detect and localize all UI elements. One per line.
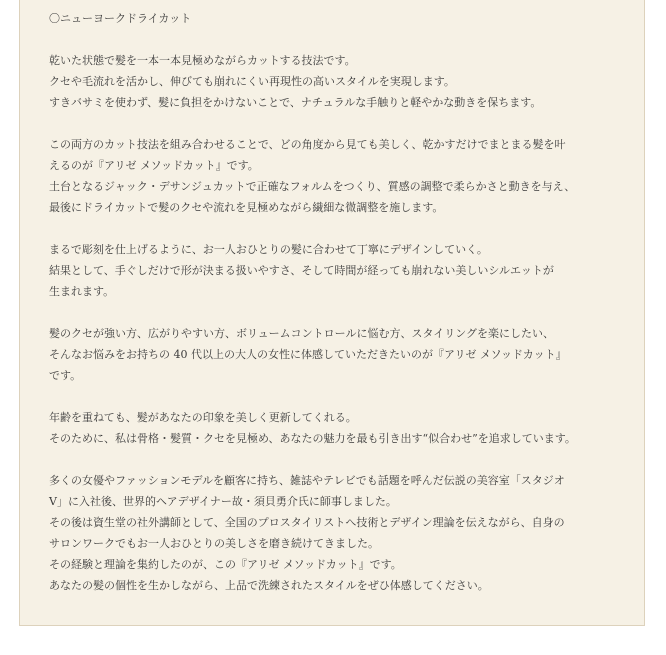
text-line: そんなお悩みをお持ちの 40 代以上の大人の女性に体感していただきたいのが『アリゼ メソッドカット』 <box>49 348 567 361</box>
paragraph-career <box>49 470 644 596</box>
paragraph-sculpting <box>49 239 644 302</box>
paragraph-dry-cut <box>49 50 644 113</box>
text-line: そのために、私は骨格・髪質・クセを見極め、あなたの魅力を最も引き出す“似合わせ”を追求しています。 <box>49 432 576 445</box>
text-line: V」に入社後、世界的ヘアデザイナー故・須貝勇介氏に師事しました。 <box>49 495 397 508</box>
text-line: クセや毛流れを活かし、伸びても崩れにくい再現性の高いスタイルを実現します。 <box>49 75 455 88</box>
text-line: です。 <box>49 369 82 382</box>
text-line: すきバサミを使わず、髪に負担をかけないことで、ナチュラルな手触りと軽やかな動きを保ちます。 <box>49 96 542 109</box>
text-line: えるのが『アリゼ メソッドカット』です。 <box>49 159 259 172</box>
text-line: 年齢を重ねても、髪があなたの印象を美しく更新してくれる。 <box>49 411 357 424</box>
text-line: この両方のカット技法を組み合わせることで、どの角度から見ても美しく、乾かすだけでまとまる髪を叶 <box>49 138 566 151</box>
text-line: その後は資生堂の社外講師として、全国のプロスタイリストへ技術とデザイン理論を伝えながら、自身の <box>49 516 565 529</box>
text-line: 多くの女優やファッションモデルを顧客に持ち、雑誌やテレビでも話題を呼んだ伝説の美容室「スタジオ <box>49 474 565 487</box>
section-heading: 〇ニューヨークドライカット <box>49 12 192 25</box>
text-line: その経験と理論を集約したのが、この『アリゼ メソッドカット』です。 <box>49 558 402 571</box>
text-line: 最後にドライカットで髪のクセや流れを見極めながら繊細な微調整を施します。 <box>49 201 444 214</box>
text-line: あなたの髪の個性を生かしながら、上品で洗練されたスタイルをぜひ体感してください。 <box>49 579 489 592</box>
paragraph-target-audience <box>49 323 644 386</box>
paragraph-method-cut <box>49 134 644 218</box>
text-line: 乾いた状態で髪を一本一本見極めながらカットする技法です。 <box>49 54 356 67</box>
text-line: 結果として、手ぐしだけで形が決まる扱いやすさ、そして時間が経っても崩れない美しいシルエットが <box>49 264 554 277</box>
content-panel <box>19 0 645 626</box>
text-line: 髪のクセが強い方、広がりやすい方、ボリュームコントロールに悩む方、スタイリングを楽にしたい、 <box>49 327 555 340</box>
text-line: 土台となるジャック・デサンジュカットで正確なフォルムをつくり、質感の調整で柔らかさと動きを与え、 <box>49 180 576 193</box>
text-line: まるで彫刻を仕上げるように、お一人おひとりの髪に合わせて丁寧にデザインしていく。 <box>49 243 488 256</box>
paragraph-philosophy <box>49 407 644 449</box>
text-line: 生まれます。 <box>49 285 115 298</box>
text-line: サロンワークでもお一人おひとりの美しさを磨き続けてきました。 <box>49 537 379 550</box>
